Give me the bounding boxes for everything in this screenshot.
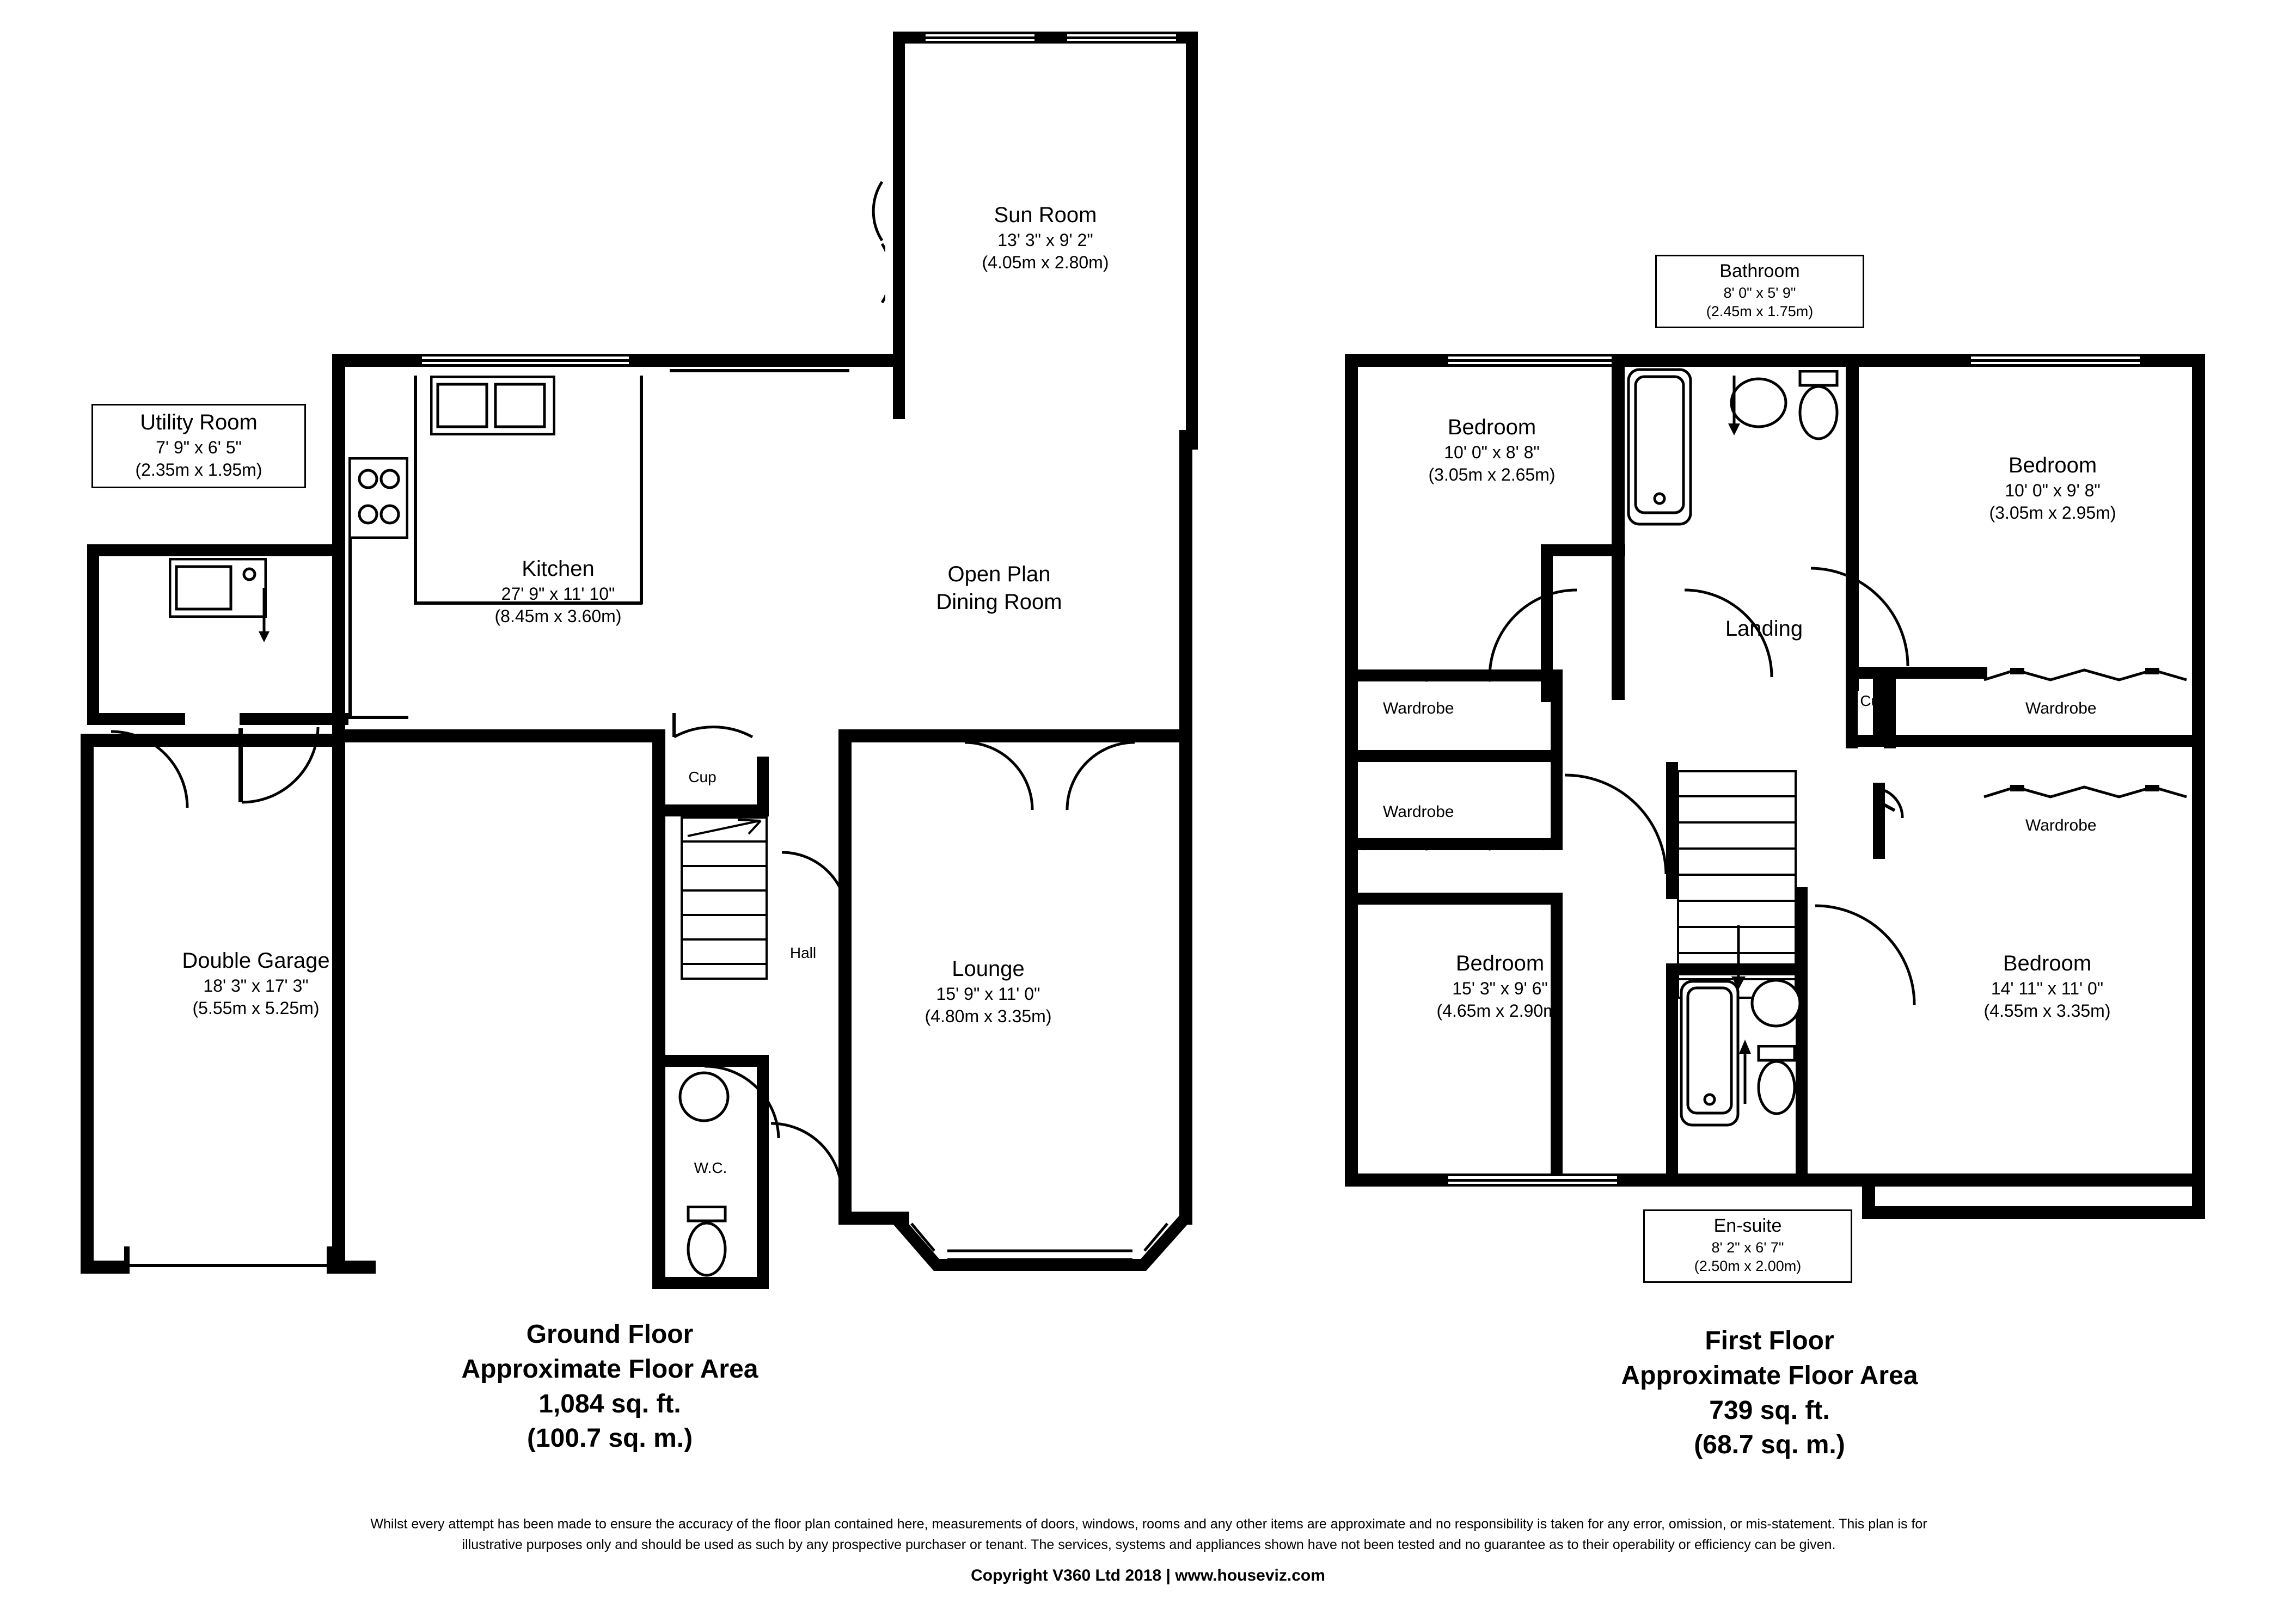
room-dims-imperial: 14' 11" x 11' 0" [1991,979,2104,999]
room-label-kitchen [436,555,681,628]
wardrobe-door-icon [1982,784,2189,801]
room-dims-metric: (3.05m x 2.95m) [1989,503,2116,523]
wall [87,544,343,556]
kitchen-sink-icon [430,376,555,435]
bathtub-icon [1627,368,1692,526]
caption-line-4: (68.7 sq. m.) [1694,1430,1845,1460]
wardrobe-text: Wardrobe [2025,816,2097,834]
room-name: Bedroom [2008,453,2097,477]
door-arc [1563,773,1672,876]
room-dims-imperial: 10' 0" x 9' 8" [2005,481,2101,501]
room-dims-imperial: 10' 0" x 8' 8" [1444,443,1540,463]
room-dims-metric: (2.50m x 2.00m) [1694,1258,1802,1275]
disclaimer-line-2: illustrative purposes only and should be used as such by any prospective purchaser or tenant. The services, systems and appliances shown have not been tested and no guarantee as to their operability or efficiency can be given. [462,1537,1836,1552]
caption-line-4: (100.7 sq. m.) [526,1424,693,1453]
wall [1612,354,1625,539]
room-label-en-suite [1643,1209,1852,1283]
room-label-landing [1666,615,1862,643]
label-wardrobe-1 [1383,699,1454,718]
garage-door-jamb [327,1246,332,1274]
room-dims-metric: (2.35m x 1.95m) [135,460,262,480]
room-dims-imperial: 7' 9" x 6' 5" [156,438,242,458]
wall [332,1261,376,1274]
wall [1551,893,1563,1176]
wall [652,729,665,1067]
door-arc [109,729,191,811]
copyright-text: Copyright V360 Ltd 2018 | www.houseviz.com [971,1566,1325,1584]
door-arc [237,725,341,807]
room-name: Double Garage [182,949,330,973]
room-dims-imperial: 27' 9" x 11' 10" [501,584,615,604]
wall [1179,729,1192,1225]
wall [81,734,94,1273]
stairs-direction-icon [683,818,765,840]
room-label-bedroom-2 [1933,452,2172,524]
disclaimer-line-1: Whilst every attempt has been made to ensure the accuracy of the floor plan contained here, measurements of doors, windows, rooms and any other items are approximate and no responsibility is taken for any error, omission, or mis-statement. This plan is for [370,1516,1927,1532]
toilet-icon [679,1206,734,1282]
door-arc [671,680,758,740]
wall [240,713,348,725]
wall [838,729,852,762]
window [1448,354,1617,367]
wall [81,1261,124,1274]
worktop [348,539,352,718]
caption-line-1: First Floor [1705,1326,1834,1355]
room-label-dining-room [877,561,1122,616]
worktop [414,376,417,604]
wall [1666,963,1808,975]
label-wc [672,1159,749,1177]
caption-line-2: Approximate Floor Area [1621,1361,1918,1390]
room-dims-metric: (4.65m x 2.90m) [1436,1001,1564,1021]
wardrobe-door-icon [1982,667,2189,684]
window [1067,32,1176,44]
hall-text: Hall [789,944,817,961]
staircase [681,816,768,980]
room-dims-metric: (8.45m x 3.60m) [494,606,622,626]
wall [87,544,99,724]
bathtub-icon [1680,980,1740,1127]
room-dims-metric: (2.45m x 1.75m) [1706,303,1814,320]
room-label-bathroom [1655,255,1864,328]
toilet-icon [1751,1045,1803,1121]
wall [87,713,185,725]
room-dims-metric: (5.55m x 5.25m) [192,998,320,1018]
wall [2192,354,2205,1187]
wall [1345,750,1563,762]
caption-line-3: 739 sq. ft. [1709,1396,1830,1425]
worktop [348,716,408,719]
wall [652,1055,665,1289]
cupboard-text: Cup [688,769,717,785]
wardrobe-text: Wardrobe [1383,803,1454,821]
bay-window [887,1213,1192,1278]
wall [1862,1206,2205,1219]
wall [1666,963,1678,1181]
label-wardrobe-4 [2025,816,2097,835]
sliding-door [670,369,849,372]
window [926,32,1034,44]
caption-line-2: Approximate Floor Area [461,1354,758,1384]
wall [1345,904,1358,1176]
label-wardrobe-2 [1383,803,1454,821]
room-label-bedroom-4 [1927,950,2167,1022]
door-arrow-icon [1726,376,1742,435]
label-cupboard [670,769,735,786]
wall [2192,1174,2205,1219]
wall [332,729,664,742]
wardrobe-text: Wardrobe [2025,699,2097,717]
wall [1345,893,1563,905]
room-dims-imperial: 13' 3" x 9' 2" [997,230,1093,250]
room-dims-imperial: 8' 2" x 6' 7" [1711,1239,1784,1256]
room-name: Kitchen [522,557,595,581]
hob-icon [348,457,408,539]
room-name: Bedroom [2003,951,2092,975]
wall [1179,430,1192,735]
double-door-arc [963,740,1137,811]
room-name: Utility Room [140,410,258,434]
wall [1541,544,1625,556]
label-cupboard-first-floor [1847,692,1901,710]
label-wardrobe-3 [2025,699,2097,718]
toilet-icon [1791,370,1846,446]
sliding-door [670,360,849,364]
room-label-bedroom-1 [1372,414,1612,486]
window [422,354,629,367]
wall [1186,32,1198,413]
window [1448,1174,1617,1187]
first-floor-caption [1497,1324,2042,1463]
wc-text: W.C. [694,1159,727,1176]
room-name: Sun Room [994,203,1097,227]
room-name: Lounge [952,957,1025,981]
room-dims-imperial: 15' 3" x 9' 6" [1452,979,1548,999]
room-dims-imperial: 15' 9" x 11' 0" [936,984,1040,1004]
room-label-sun-room [904,201,1187,274]
room-name: Bathroom [1719,261,1800,281]
room-dims-metric: (4.05m x 2.80m) [982,253,1109,273]
door-arc [702,1064,784,1140]
room-dims-metric: (4.80m x 3.35m) [924,1006,1052,1027]
garage-door-jamb [124,1246,130,1274]
door-arc [779,849,849,920]
caption-line-3: 1,084 sq. ft. [538,1389,681,1418]
room-label-utility-room [91,404,306,488]
room-name: Bedroom [1447,415,1536,439]
basin-icon [1749,977,1803,1029]
door-arrow-icon [1737,1040,1753,1105]
room-label-lounge [866,955,1111,1028]
room-name: Bedroom [1455,951,1545,975]
door-arc [1813,904,1917,1007]
room-name: Open Plan [947,562,1051,586]
room-dims-metric: (3.05m x 2.65m) [1428,465,1556,485]
door-arc [1873,787,1906,857]
sink-icon [169,558,267,618]
room-name: Landing [1725,617,1803,641]
room-dims-metric: (4.55m x 3.35m) [1983,1001,2111,1021]
wardrobe-text: Wardrobe [1383,699,1454,717]
wall [665,804,769,816]
door-arc [1486,588,1595,680]
room-dims-imperial: 8' 0" x 5' 9" [1723,284,1796,301]
room-dims-imperial: 18' 3" x 17' 3" [203,976,309,996]
room-label-double-garage [125,947,387,1019]
disclaimer [33,1514,2265,1555]
cupboard-text: Cup [1860,692,1888,709]
wardrobe-door-icon [1361,837,1546,853]
caption-line-1: Ground Floor [526,1320,694,1349]
window [1971,354,2140,367]
garage-door [124,1264,332,1267]
room-name-second-line: Dining Room [936,590,1062,615]
room-label-bedroom-3 [1380,950,1620,1022]
copyright-notice [0,1566,2296,1585]
wall [1846,735,2194,747]
door-arrow-icon [256,588,272,642]
door-arc [825,180,885,305]
room-name: En-suite [1713,1215,1782,1236]
label-hall [770,944,836,962]
wall [1796,887,1808,1181]
ground-floor-caption [338,1317,882,1456]
